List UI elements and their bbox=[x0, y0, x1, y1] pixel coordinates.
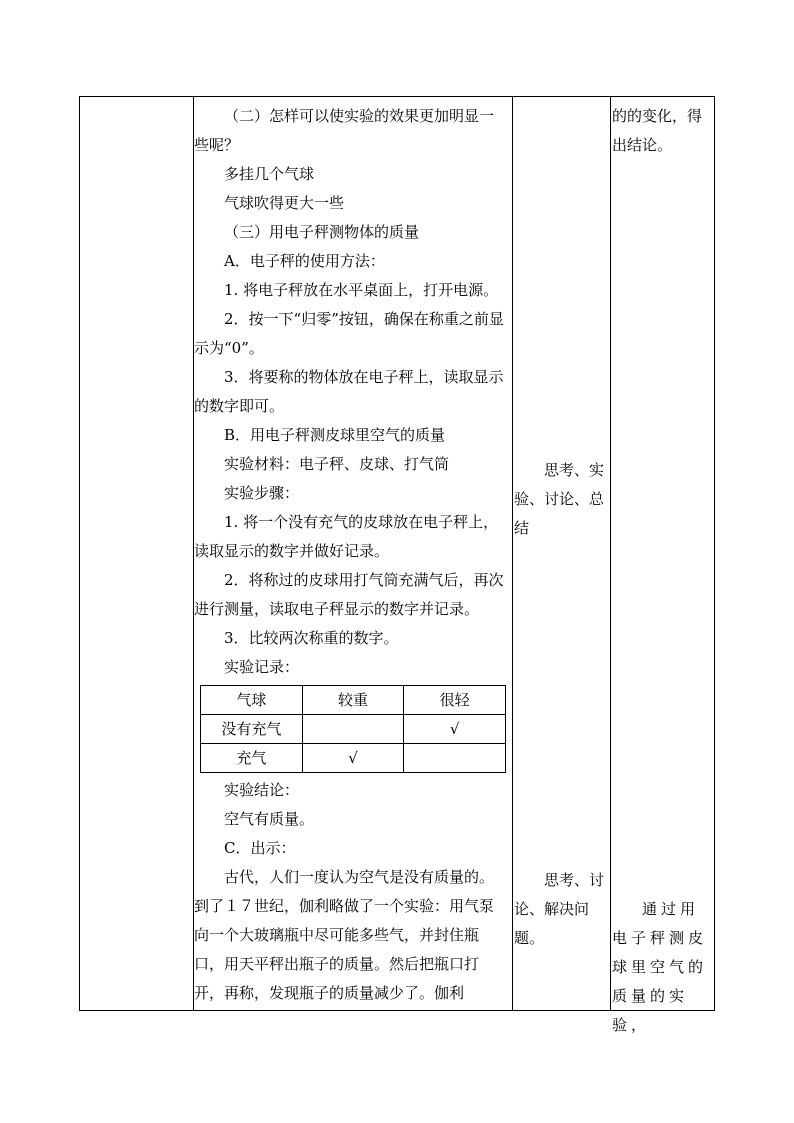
content-paragraph: （三）用电子秤测物体的质量 bbox=[224, 223, 420, 241]
table-cell: 没有充气 bbox=[201, 715, 303, 744]
content-paragraph: 1. 将电子秤放在水平桌面上，打开电源。 bbox=[224, 281, 499, 299]
student-activity-cell bbox=[514, 456, 608, 543]
content-paragraph: 2．按一下“归零”按钮，确保在称重之前显示为“0”。 bbox=[194, 310, 504, 357]
column-divider bbox=[610, 97, 611, 1010]
intent-text: 通过用电子秤测皮球里空气的质量的实验， bbox=[612, 900, 708, 1034]
table-header-cell: 气球 bbox=[201, 686, 303, 715]
table-row bbox=[201, 744, 506, 773]
table-cell bbox=[404, 744, 506, 773]
content-paragraph: 1. 将一个没有充气的皮球放在电子秤上，读取显示的数字并做好记录。 bbox=[194, 513, 499, 560]
table-header-cell: 很轻 bbox=[404, 686, 506, 715]
table-header-row bbox=[201, 686, 506, 715]
activity-text: 思考、讨论、解决问题。 bbox=[514, 871, 605, 947]
table-cell: √ bbox=[404, 715, 506, 744]
design-intent-cell bbox=[612, 895, 710, 1040]
teaching-content-column bbox=[194, 102, 506, 1008]
table-row bbox=[201, 715, 506, 744]
lesson-table bbox=[79, 96, 715, 1034]
content-paragraph: 3．比较两次称重的数字。 bbox=[224, 629, 399, 647]
student-activity-cell bbox=[514, 866, 608, 953]
activity-text: 思考、实验、讨论、总结 bbox=[514, 461, 605, 537]
content-paragraph: 实验结论： bbox=[224, 781, 300, 799]
content-paragraph: B．用电子秤测皮球里空气的质量 bbox=[224, 426, 446, 444]
design-intent-column bbox=[612, 102, 710, 160]
column-divider bbox=[512, 97, 513, 1010]
content-paragraph: 2．将称过的皮球用打气筒充满气后，再次进行测量，读取电子秤显示的数字并记录。 bbox=[194, 571, 504, 618]
content-paragraph: 多挂几个气球 bbox=[224, 165, 315, 183]
intent-text: 的的变化，得出结论。 bbox=[612, 107, 703, 154]
table-cell bbox=[302, 715, 404, 744]
content-paragraph: A．电子秤的使用方法： bbox=[224, 252, 385, 270]
content-paragraph: 实验记录： bbox=[224, 658, 300, 676]
content-paragraph: 气球吹得更大一些 bbox=[224, 194, 345, 212]
content-paragraph: 空气有质量。 bbox=[224, 810, 315, 828]
content-paragraph: C．出示： bbox=[224, 839, 296, 857]
content-paragraph: 3．将要称的物体放在电子秤上，读取显示的数字即可。 bbox=[194, 368, 504, 415]
content-paragraph: 古代，人们一度认为空气是没有质量的。到了１７世纪，伽利略做了一个实验：用气泵向一个大玻璃瓶中尽可能多些气，并封住瓶口，用天平秤出瓶子的质量。然后把瓶口打开，再称，发现瓶子的质量减少了。伽利 bbox=[194, 868, 495, 1002]
content-paragraph: （二）怎样可以使实验的效果更加明显一些呢？ bbox=[194, 107, 495, 154]
table-header-cell: 较重 bbox=[302, 686, 404, 715]
content-paragraph: 实验材料：电子秤、皮球、打气筒 bbox=[224, 455, 450, 473]
content-paragraph: 实验步骤： bbox=[224, 484, 300, 502]
table-cell: 充气 bbox=[201, 744, 303, 773]
experiment-record-table bbox=[200, 685, 506, 773]
table-cell: √ bbox=[302, 744, 404, 773]
